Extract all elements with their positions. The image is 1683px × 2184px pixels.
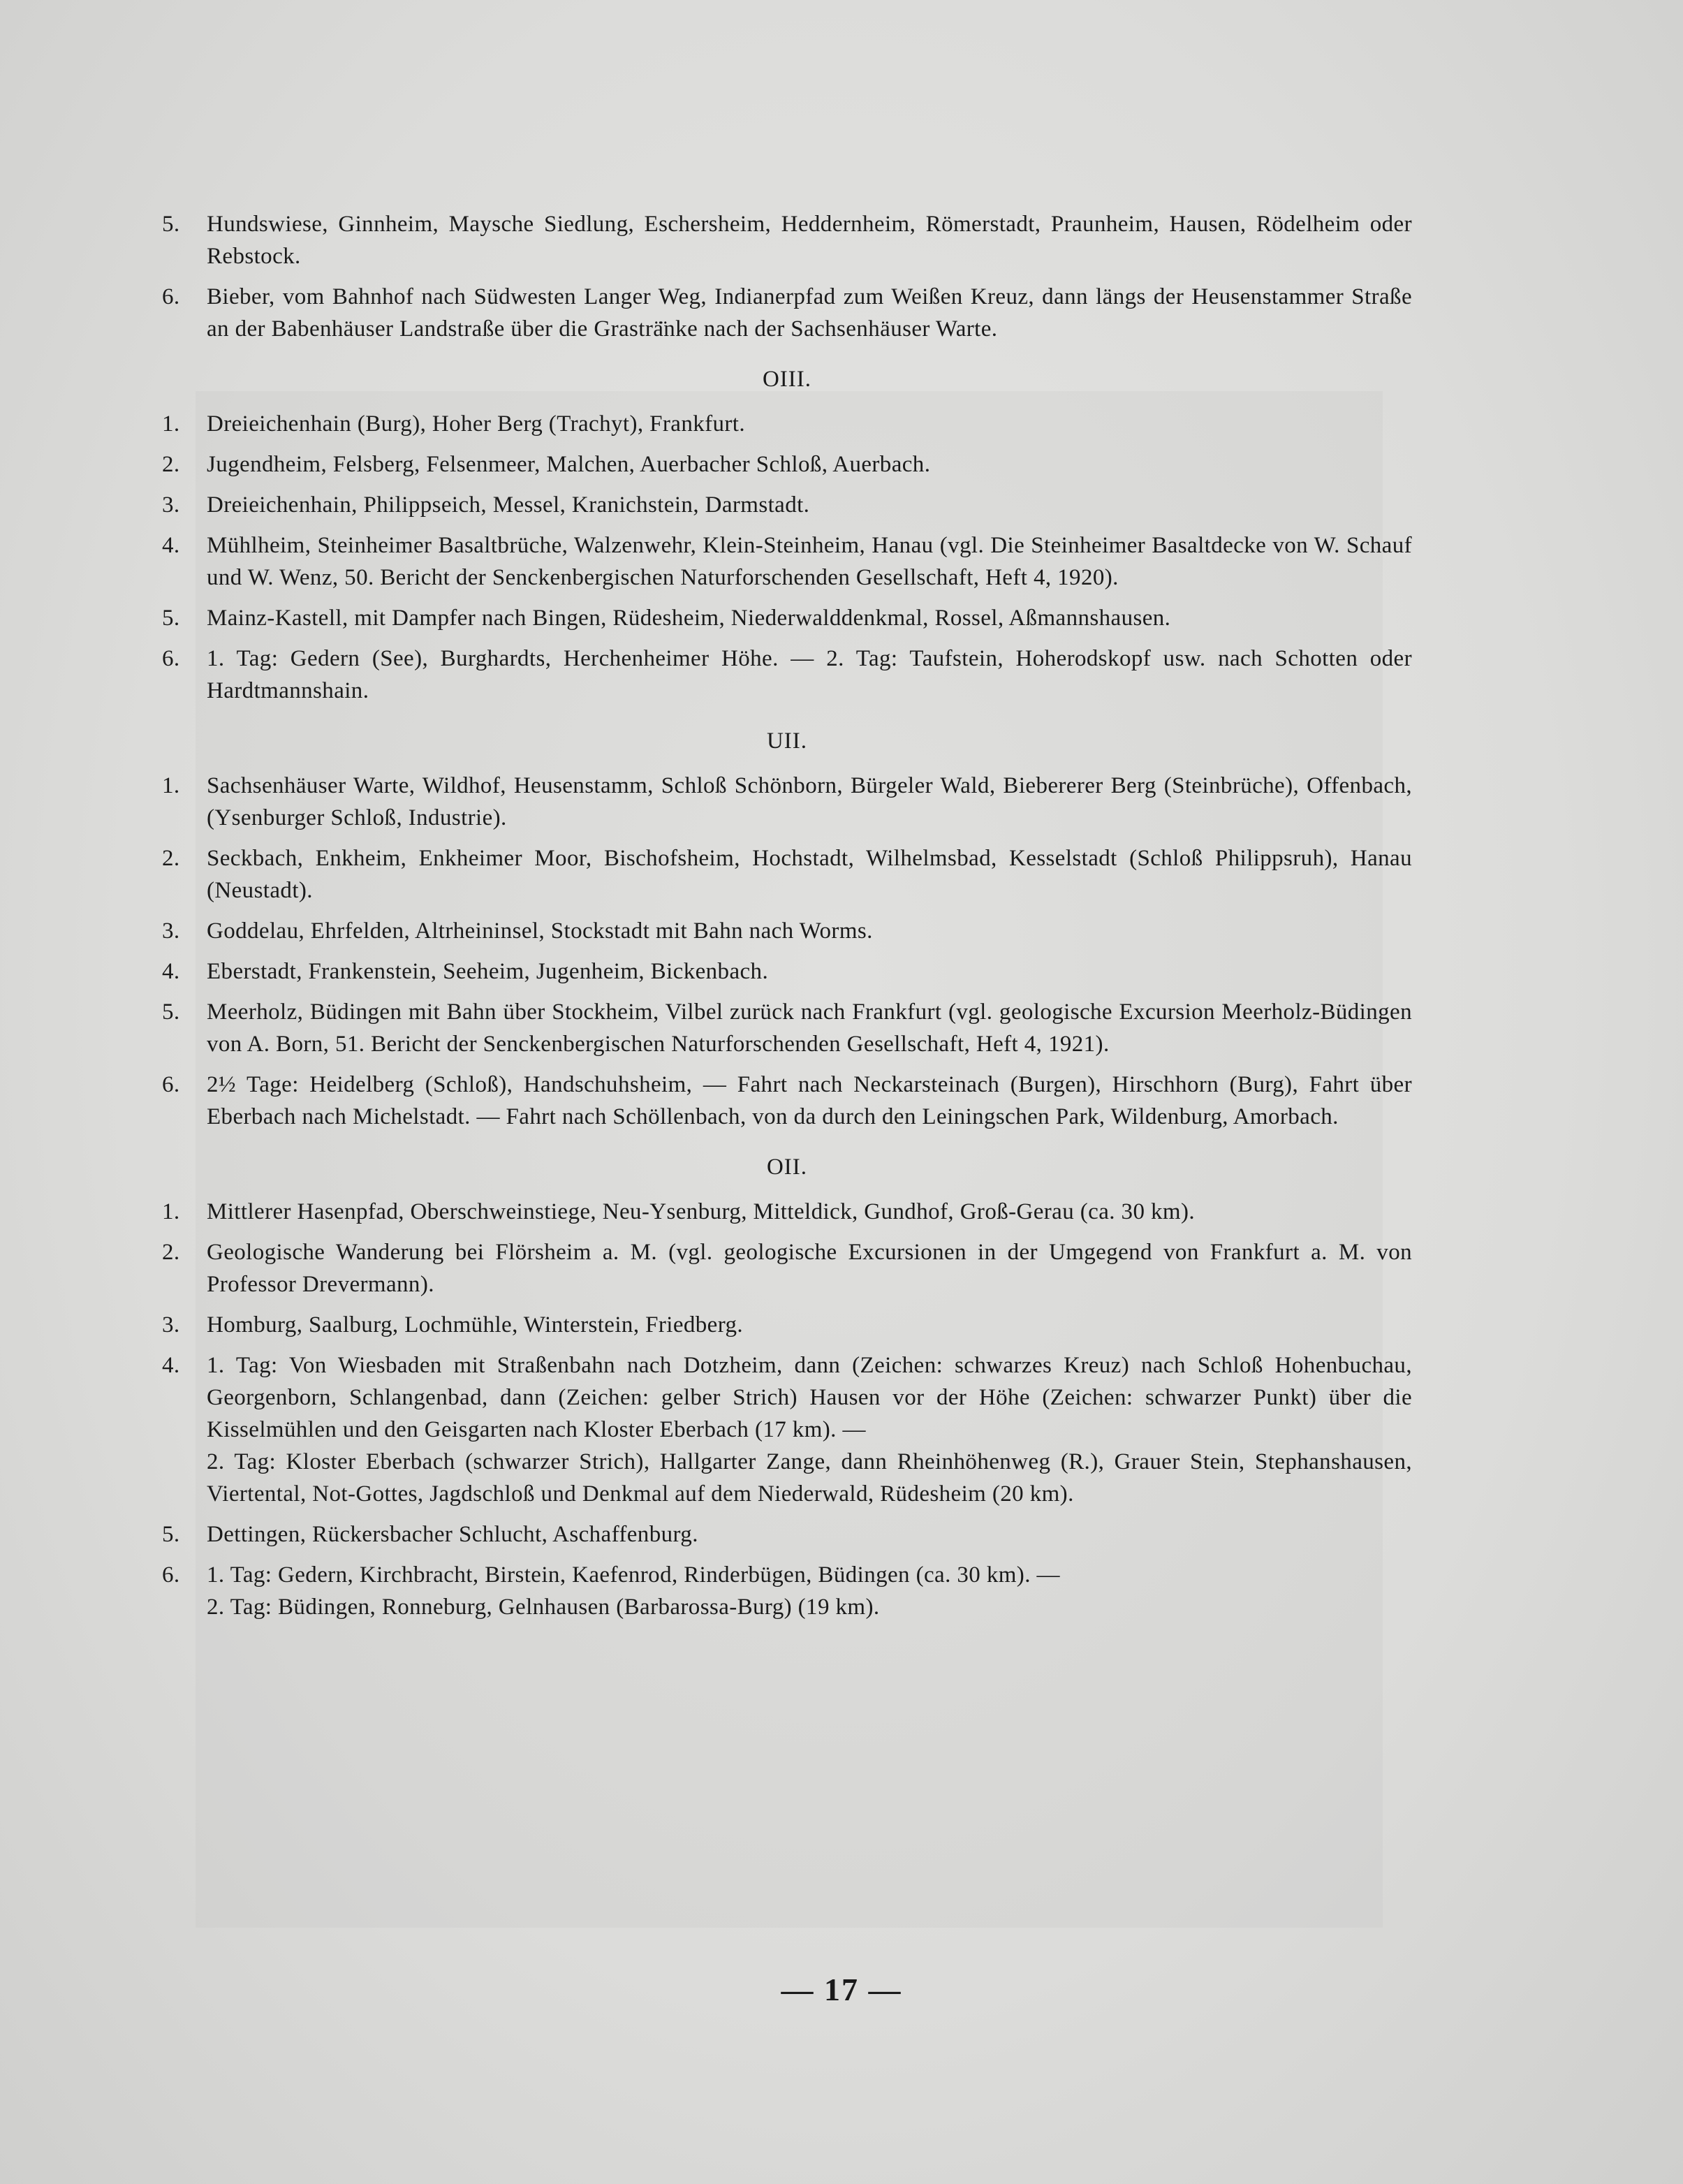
item-paragraph: Seckbach, Enkheim, Enkheimer Moor, Bischofsheim, Hochstadt, Wilhelmsbad, Kesselstadt (Schloß Philippsruh), Hanau (Neustadt). [207,846,1412,903]
list-item [162,770,1412,834]
item-number: 5. [162,1522,180,1547]
item-paragraph: 2. Tag: Kloster Eberbach (schwarzer Strich), Hallgarter Zange, dann Rheinhöhenweg (R.), Grauer Stein, Stephanshausen, Viertental, Not-Gottes, Jagdschloß und Denkmal auf dem Niederwald, Rüdesheim (20 km). [207,1449,1412,1507]
item-number: 3. [162,918,180,944]
item-text [207,1069,1412,1133]
item-paragraph: Mühlheim, Steinheimer Basaltbrüche, Walzenwehr, Klein-Steinheim, Hanau (vgl. Die Steinheimer Basaltdecke von W. Schauf und W. Wenz, 50. Bericht der Senckenbergischen Naturforschenden Gesellschaft, Heft 4, 1920). [207,533,1412,590]
item-text [207,1196,1412,1228]
item-text [207,602,1412,634]
item-text [207,842,1412,907]
list-item [162,842,1412,907]
item-paragraph: Jugendheim, Felsberg, Felsenmeer, Malchen, Auerbacher Schloß, Auerbach. [207,452,931,477]
list-item [162,602,1412,634]
item-paragraph: Hundswiese, Ginnheim, Maysche Siedlung, Eschersheim, Heddernheim, Römerstadt, Praunheim, Hausen, Rödelheim oder Rebstock. [207,212,1412,269]
item-paragraph: Geologische Wanderung bei Flörsheim a. M. (vgl. geologische Excursionen in der Umgegend von Frankfurt a. M. von Professor Drevermann). [207,1240,1412,1297]
item-text [207,1236,1412,1300]
item-text [207,915,1412,947]
item-number: 5. [162,212,180,237]
item-text [207,955,1412,988]
list-item [162,489,1412,521]
item-paragraph: Mainz-Kastell, mit Dampfer nach Bingen, Rüdesheim, Niederwalddenkmal, Rossel, Aßmannshausen. [207,606,1171,631]
item-paragraph: Dreieichenhain (Burg), Hoher Berg (Trachyt), Frankfurt. [207,411,746,437]
item-text [207,408,1412,440]
item-paragraph: Homburg, Saalburg, Lochmühle, Winterstein, Friedberg. [207,1312,744,1337]
item-text [207,770,1412,834]
item-paragraph: Sachsenhäuser Warte, Wildhof, Heusenstamm, Schloß Schönborn, Bürgeler Wald, Biebererer Berg (Steinbrüche), Offenbach, (Ysenburger Schloß, Industrie). [207,773,1412,830]
page-number: — 17 — [781,1972,902,2007]
item-paragraph: 1. Tag: Gedern, Kirchbracht, Birstein, Kaefenrod, Rinderbügen, Büdingen (ca. 30 km). — [207,1562,1060,1588]
list-item [162,1518,1412,1551]
item-paragraph: Goddelau, Ehrfelden, Altrheininsel, Stockstadt mit Bahn nach Worms. [207,918,873,944]
item-number: 3. [162,492,180,518]
item-paragraph: Dreieichenhain, Philippseich, Messel, Kranichstein, Darmstadt. [207,492,810,518]
item-number: 6. [162,1562,180,1588]
list-item [162,208,1412,272]
item-paragraph: 1. Tag: Gedern (See), Burghardts, Herchenheimer Höhe. — 2. Tag: Taufstein, Hoherodskopf usw. nach Schotten oder Hardtmannshain. [207,646,1412,703]
item-number: 6. [162,646,180,671]
item-text [207,1309,1412,1341]
item-number: 2. [162,1240,180,1265]
section-heading: OII. [766,1155,808,1180]
list-item [162,529,1412,594]
list-item [162,1196,1412,1228]
list-item [162,1559,1412,1623]
list-item [162,1236,1412,1300]
item-paragraph: Mittlerer Hasenpfad, Oberschweinstiege, Neu-Ysenburg, Mitteldick, Gundhof, Groß-Gerau (ca. 30 km). [207,1199,1196,1224]
item-paragraph: Meerholz, Büdingen mit Bahn über Stockheim, Vilbel zurück nach Frankfurt (vgl. geologische Excursion Meerholz-Büdingen von A. Born, 51. Bericht der Senckenbergischen Naturforschenden Gesellschaft, Heft 4, 1921). [207,999,1412,1057]
item-number: 3. [162,1312,180,1337]
item-text [207,448,1412,481]
item-text [207,1349,1412,1510]
item-number: 4. [162,1353,180,1378]
list-item [162,1309,1412,1341]
item-text [207,529,1412,594]
item-paragraph: 2. Tag: Büdingen, Ronneburg, Gelnhausen (Barbarossa-Burg) (19 km). [207,1595,880,1620]
item-text [207,996,1412,1060]
section-heading: OIII. [762,367,812,392]
item-number: 6. [162,284,180,309]
list-item [162,281,1412,345]
item-text [207,281,1412,345]
list-item [162,996,1412,1060]
item-number: 5. [162,999,180,1025]
item-number: 2. [162,452,180,477]
excursion-list [162,208,1412,1632]
item-text [207,208,1412,272]
list-item [162,1349,1412,1510]
item-number: 1. [162,773,180,798]
list-item [162,448,1412,481]
list-item [162,1069,1412,1133]
item-number: 4. [162,959,180,984]
item-paragraph: Bieber, vom Bahnhof nach Südwesten Langer Weg, Indianerpfad zum Weißen Kreuz, dann längs der Heusenstammer Straße an der Babenhäuser Landstraße über die Grasträ̈nke nach der Sachsenhäuser Warte. [207,284,1412,342]
list-item [162,915,1412,947]
item-number: 2. [162,846,180,871]
item-number: 6. [162,1072,180,1097]
section-heading: UII. [766,728,808,754]
item-number: 5. [162,606,180,631]
list-item [162,408,1412,440]
item-text [207,643,1412,707]
item-number: 4. [162,533,180,558]
list-item [162,643,1412,707]
item-paragraph: Eberstadt, Frankenstein, Seeheim, Jugenheim, Bickenbach. [207,959,769,984]
list-item [162,955,1412,988]
item-number: 1. [162,1199,180,1224]
item-number: 1. [162,411,180,437]
item-text [207,489,1412,521]
item-paragraph: 2½ Tage: Heidelberg (Schloß), Handschuhsheim, — Fahrt nach Neckarsteinach (Burgen), Hirschhorn (Burg), Fahrt über Eberbach nach Michelstadt. — Fahrt nach Schöllenbach, von da durch den Leiningschen Park, Wildenburg, Amorbach. [207,1072,1412,1129]
item-paragraph: 1. Tag: Von Wiesbaden mit Straßenbahn nach Dotzheim, dann (Zeichen: schwarzes Kreuz) nach Schloß Hohenbuchau, Georgenborn, Schlangenbad, dann (Zeichen: gelber Strich) Hausen vor der Höhe (Zeichen: schwarzer Punkt) über die Kisselmühlen und den Geisgarten nach Kloster Eberbach (17 km). — [207,1353,1412,1442]
item-paragraph: Dettingen, Rückersbacher Schlucht, Aschaffenburg. [207,1522,698,1547]
item-text [207,1518,1412,1551]
item-text [207,1559,1412,1623]
